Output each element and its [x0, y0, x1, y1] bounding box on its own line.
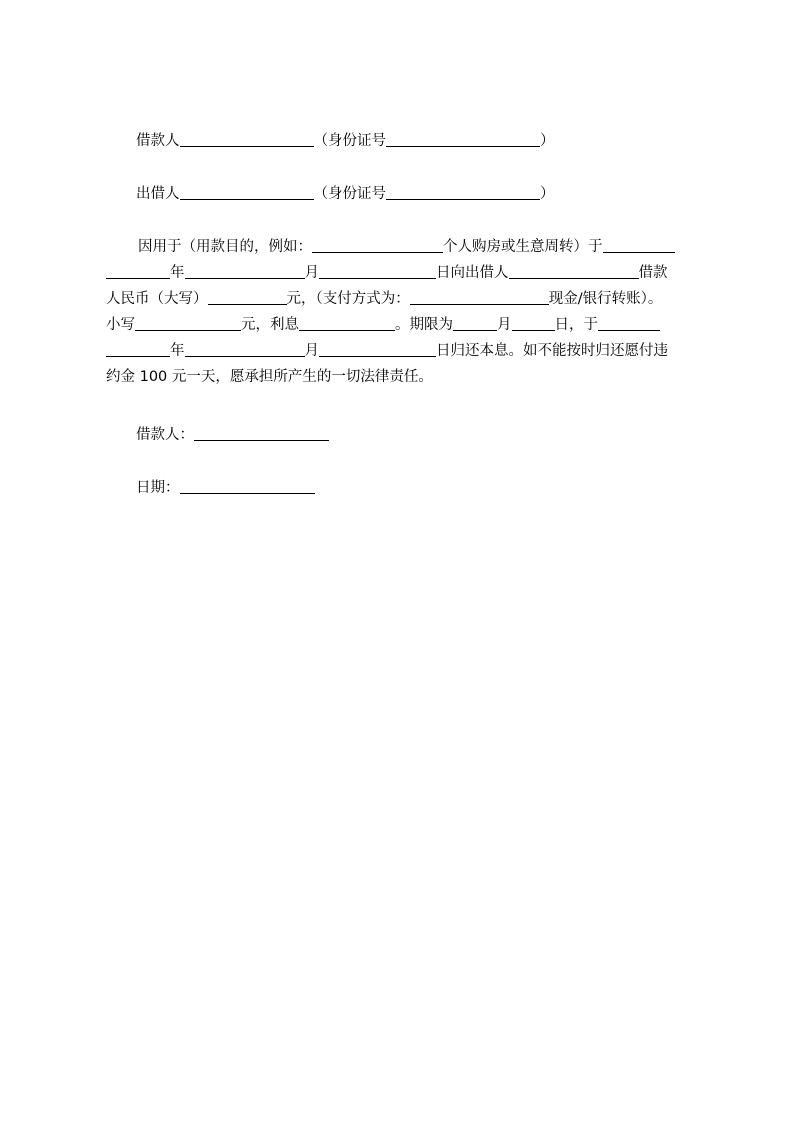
body-line-6 [106, 366, 433, 388]
body-text: 年 [170, 343, 185, 359]
body-text: 因用于（用款目的，例如： [138, 239, 312, 255]
body-line-5 [106, 340, 668, 362]
lender-name-blank[interactable] [180, 184, 314, 200]
borrower-signature-line [136, 424, 329, 446]
body-text: 小写 [106, 317, 135, 333]
lender-id-line [136, 183, 555, 205]
start-day-blank[interactable] [319, 263, 436, 279]
body-line-1 [138, 236, 675, 258]
body-line-2 [106, 262, 668, 284]
start-month-blank[interactable] [185, 263, 305, 279]
borrower-id-line [136, 130, 555, 152]
body-text: 个人购房或生意周转）于 [443, 239, 603, 255]
return-year-blank-cont[interactable] [106, 341, 170, 357]
body-text: 月 [304, 343, 319, 359]
body-text: 借款 [638, 265, 668, 281]
body-text: 日归还本息。如不能按时归还愿付违 [436, 343, 668, 359]
lender-name-inline-blank[interactable] [509, 263, 639, 279]
term-month-blank[interactable] [453, 315, 497, 331]
body-text: 现金/银行转账）。 [548, 291, 663, 307]
lender-id-blank[interactable] [386, 184, 540, 200]
term-day-blank[interactable] [512, 315, 555, 331]
date-label: 日期： [136, 480, 180, 496]
borrower-label: 借款人 [136, 133, 180, 149]
lender-label: 出借人 [136, 186, 180, 202]
borrower-signature-blank[interactable] [194, 425, 329, 441]
body-text: 元，（支付方式为： [286, 291, 410, 307]
body-text: 人民币（大写） [106, 291, 208, 307]
body-text: 日，于 [554, 317, 598, 333]
borrower-signature-label: 借款人： [136, 427, 194, 443]
purpose-blank[interactable] [312, 237, 443, 253]
body-text: 。期限为 [395, 317, 453, 333]
start-year-blank-cont[interactable] [106, 263, 170, 279]
amount-number-blank[interactable] [135, 315, 241, 331]
lender-id-close: ） [540, 186, 555, 202]
body-text: 元，利息 [241, 317, 299, 333]
body-text: 月 [304, 265, 319, 281]
return-month-blank[interactable] [185, 341, 305, 357]
borrower-name-blank[interactable] [180, 131, 314, 147]
payment-method-blank[interactable] [410, 289, 549, 305]
body-text: 约金 100 元一天，愿承担所产生的一切法律责任。 [106, 369, 433, 385]
borrower-id-open: （身份证号 [313, 133, 386, 149]
return-year-blank[interactable] [598, 315, 660, 331]
body-text: 年 [170, 265, 185, 281]
return-day-blank[interactable] [319, 341, 436, 357]
date-blank[interactable] [180, 478, 315, 494]
interest-blank[interactable] [299, 315, 395, 331]
body-text: 月 [497, 317, 512, 333]
borrower-id-blank[interactable] [386, 131, 540, 147]
amount-uppercase-blank[interactable] [208, 289, 287, 305]
date-line [136, 477, 315, 499]
body-line-3 [106, 288, 662, 310]
body-text: 日向出借人 [436, 265, 509, 281]
start-year-blank[interactable] [603, 237, 675, 253]
body-line-4 [106, 314, 660, 336]
borrower-id-close: ） [540, 133, 555, 149]
lender-id-open: （身份证号 [313, 186, 386, 202]
